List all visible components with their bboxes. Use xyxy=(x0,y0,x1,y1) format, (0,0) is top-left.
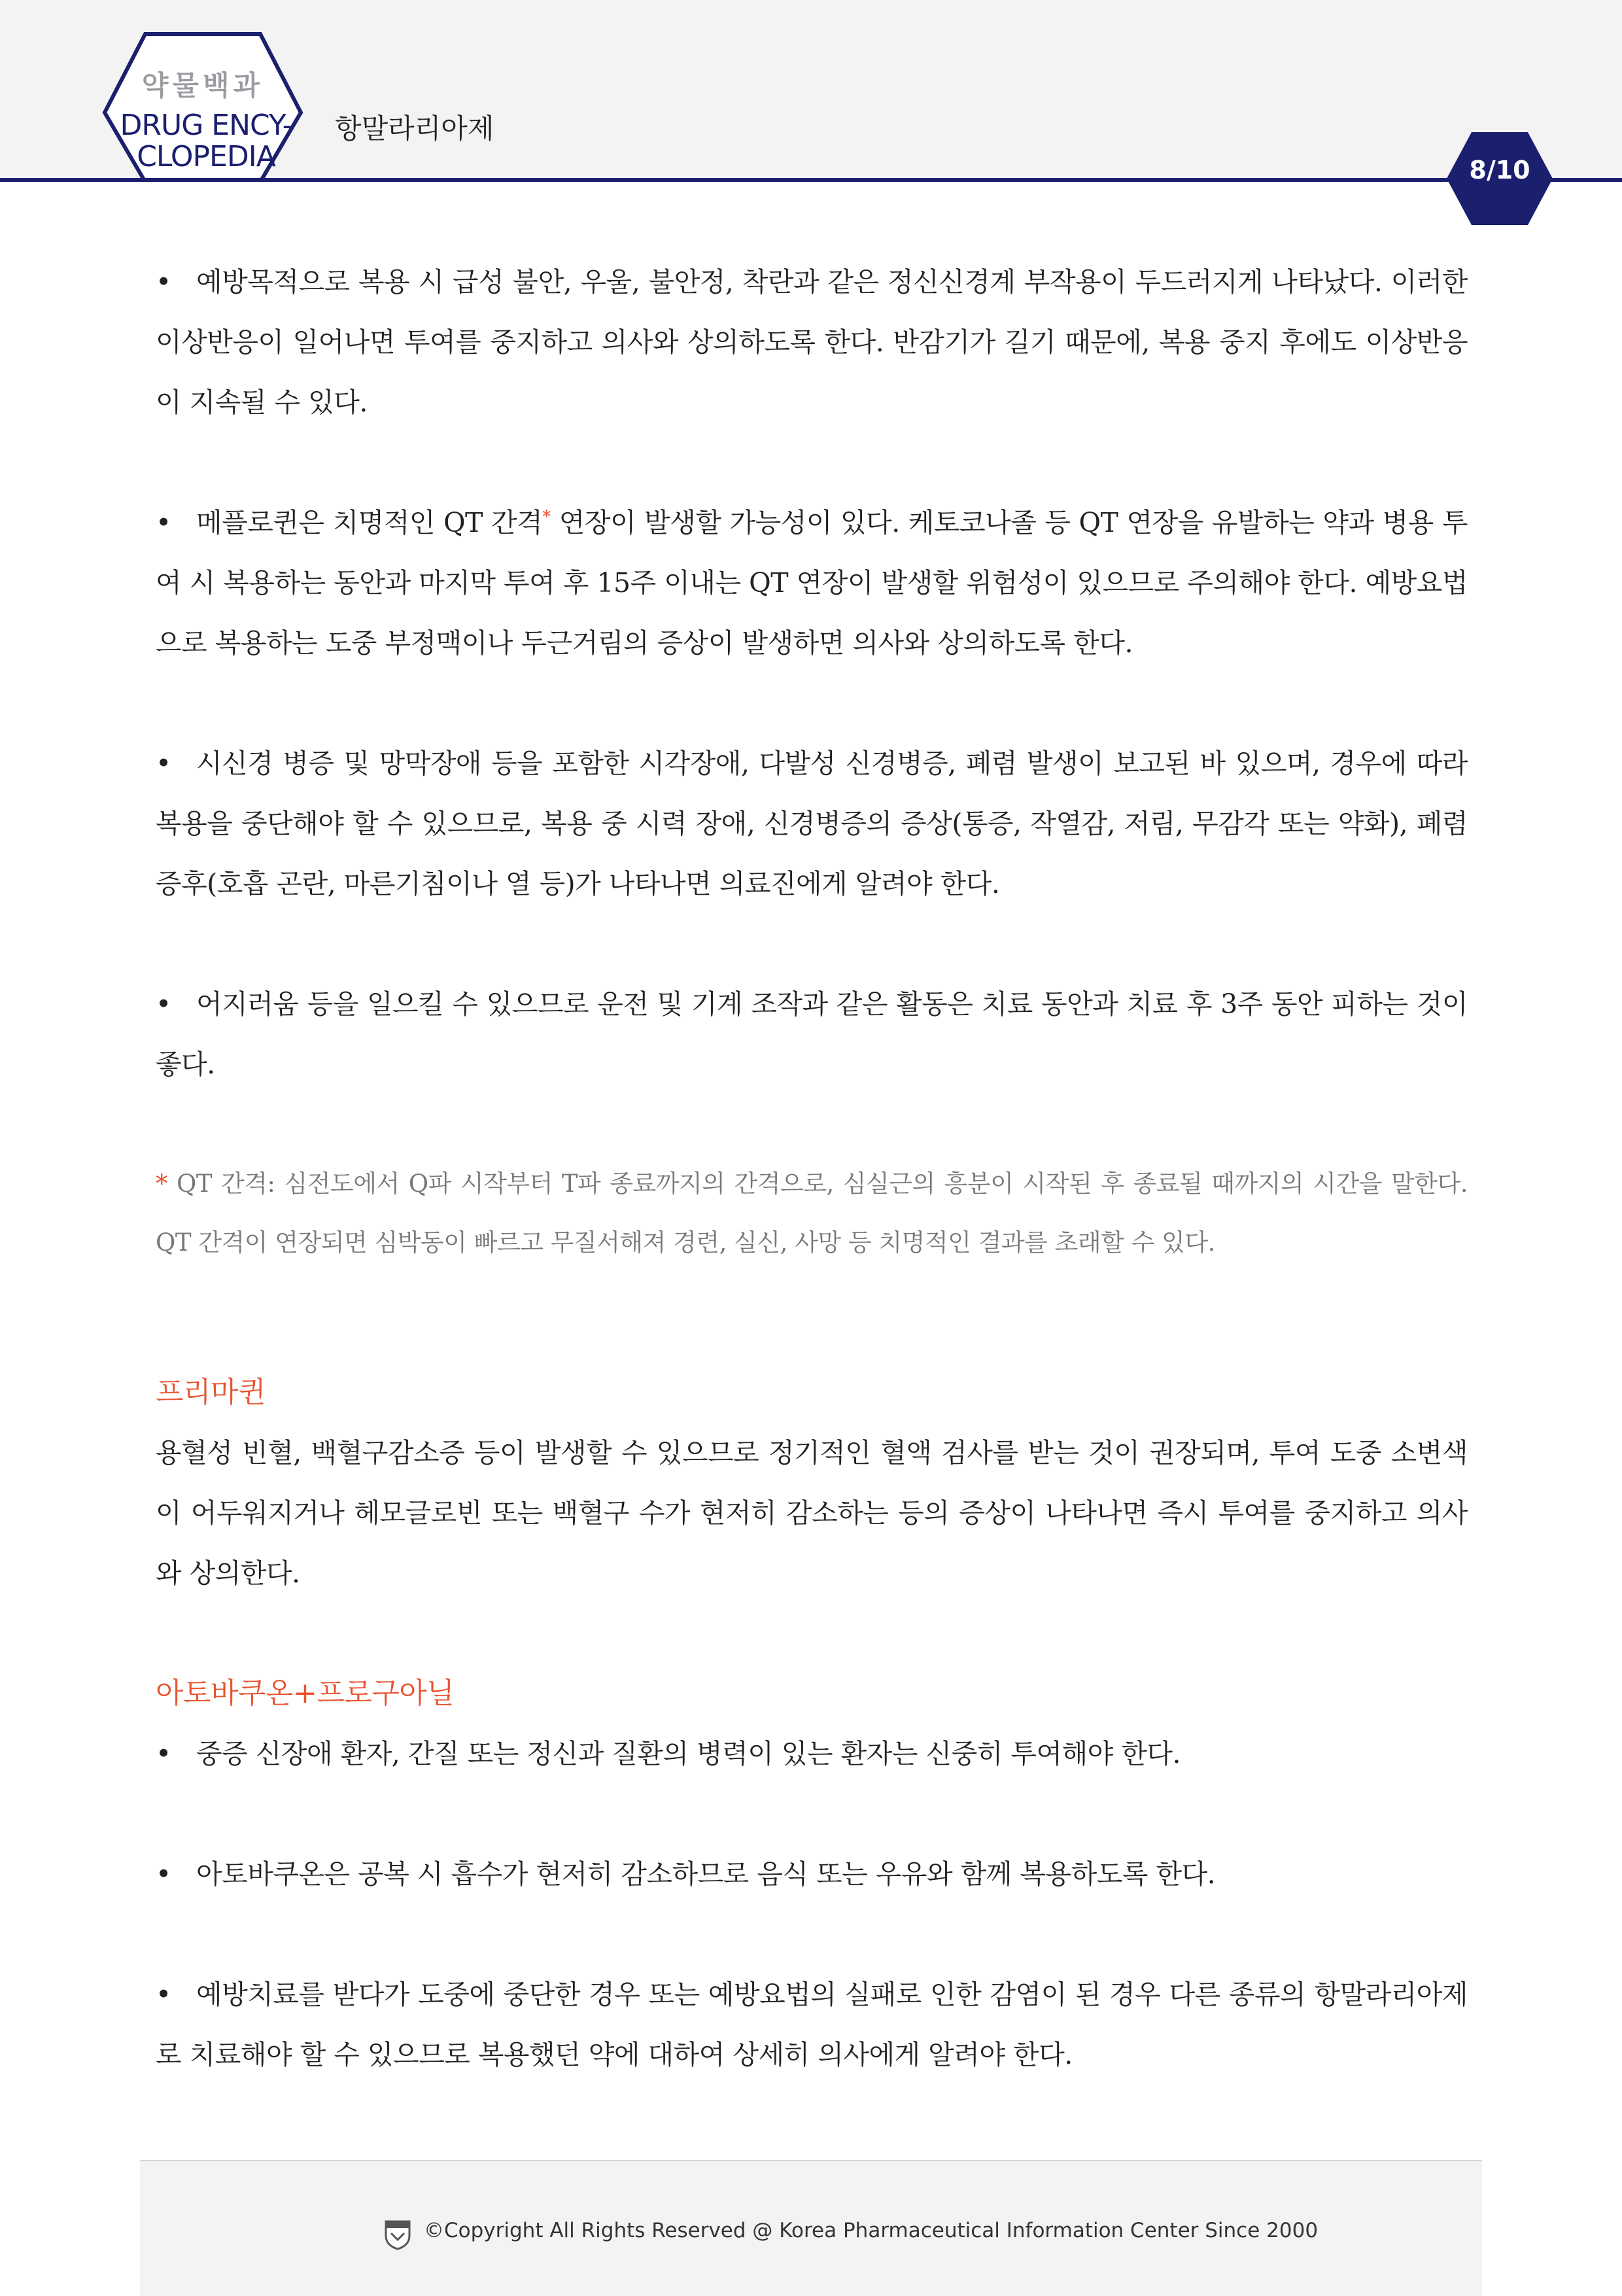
list-item: • 어지러움 등을 일으킬 수 있으므로 운전 및 기계 조작과 같은 활동은 치료 동안과 치료 후 3주 동안 피하는 것이 좋다. xyxy=(156,974,1468,1094)
primaquine-paragraph: 용혈성 빈혈, 백혈구감소증 등이 발생할 수 있으므로 정기적인 혈액 검사를 받는 것이 권장되며, 투여 도중 소변색이 어두워지거나 헤모글로빈 또는 백혈구 수가 현저히 감소하는 등의 증상이 나타나면 즉시 투여를 중지하고 의사와 상의한다. xyxy=(156,1437,1468,1589)
list-item: • 아토바쿠온은 공복 시 흡수가 현저히 감소하므로 음식 또는 우유와 함께 복용하도록 한다. xyxy=(156,1844,1468,1904)
header-title: 항말라리아제 xyxy=(335,113,494,145)
bullet-icon: • xyxy=(156,507,171,538)
section-title-atovaquone: 아토바쿠온+프로구아닐 xyxy=(156,1677,455,1710)
kpic-emblem-icon xyxy=(383,2219,412,2250)
footnote-marker: * xyxy=(542,507,551,527)
bullet-icon: • xyxy=(156,1738,171,1769)
list-item: • 메플로퀸은 치명적인 QT 간격* 연장이 발생할 가능성이 있다. 케토코나졸 등 QT 연장을 유발하는 약과 병용 투여 시 복용하는 동안과 마지막 투여 후 15주 이내는 QT 연장이 발생할 위험성이 있으므로 주의해야 한다. 예방요법으로 복용하는 도중 부정맥이나 두근거림의 증상이 발생하면 의사와 상의하도록 한다. xyxy=(156,493,1468,673)
header-divider xyxy=(0,178,1622,182)
page-footer xyxy=(140,2160,1482,2296)
page-header xyxy=(0,0,1622,182)
logo-english-line2: CLOPEDIA xyxy=(137,140,275,173)
bullet-icon: • xyxy=(156,1979,171,2010)
bullet-icon: • xyxy=(156,266,171,298)
section-title-primaquine: 프리마퀸 xyxy=(156,1376,266,1409)
list-item: • 중증 신장애 환자, 간질 또는 정신과 질환의 병력이 있는 환자는 신중히 투여해야 한다. xyxy=(156,1724,1468,1784)
logo-korean-text: 약물백과 xyxy=(141,69,264,101)
page-number: 8/10 xyxy=(1469,156,1530,184)
bullet-icon: • xyxy=(156,988,171,1020)
logo-english-line1: DRUG ENCY- xyxy=(120,109,292,142)
list-item: • 시신경 병증 및 망막장애 등을 포함한 시각장애, 다발성 신경병증, 폐렴 발생이 보고된 바 있으며, 경우에 따라 복용을 중단해야 할 수 있으므로, 복용 중 시력 장애, 신경병증의 증상(통증, 작열감, 저림, 무감각 또는 약화), 폐렴 증후(호흡 곤란, 마른기침이나 열 등)가 나타나면 의료진에게 알려야 한다. xyxy=(156,733,1468,914)
main-content xyxy=(156,252,1468,2085)
copyright-text: ©Copyright All Rights Reserved @ Korea Pharmaceutical Information Center Since 2000 xyxy=(424,2219,1319,2242)
footnote: * QT 간격: 심전도에서 Q파 시작부터 T파 종료까지의 간격으로, 심실근의 흥분이 시작된 후 종료될 때까지의 시간을 말한다. QT 간격이 연장되면 심박동이 빠르고 무질서해져 경련, 실신, 사망 등 치명적인 결과를 초래할 수 있다. xyxy=(156,1170,1468,1257)
bullet-icon: • xyxy=(156,748,171,779)
bullet-icon: • xyxy=(156,1858,171,1890)
list-item: • 예방치료를 받다가 도중에 중단한 경우 또는 예방요법의 실패로 인한 감염이 된 경우 다른 종류의 항말라리아제로 치료해야 할 수 있으므로 복용했던 약에 대하여 상세히 의사에게 알려야 한다. xyxy=(156,1964,1468,2085)
footnote-star: * xyxy=(156,1170,167,1198)
list-item: • 예방목적으로 복용 시 급성 불안, 우울, 불안정, 착란과 같은 정신신경계 부작용이 두드러지게 나타났다. 이러한 이상반응이 일어나면 투여를 중지하고 의사와 상의하도록 한다. 반감기가 길기 때문에, 복용 중지 후에도 이상반응이 지속될 수 있다. xyxy=(156,252,1468,432)
